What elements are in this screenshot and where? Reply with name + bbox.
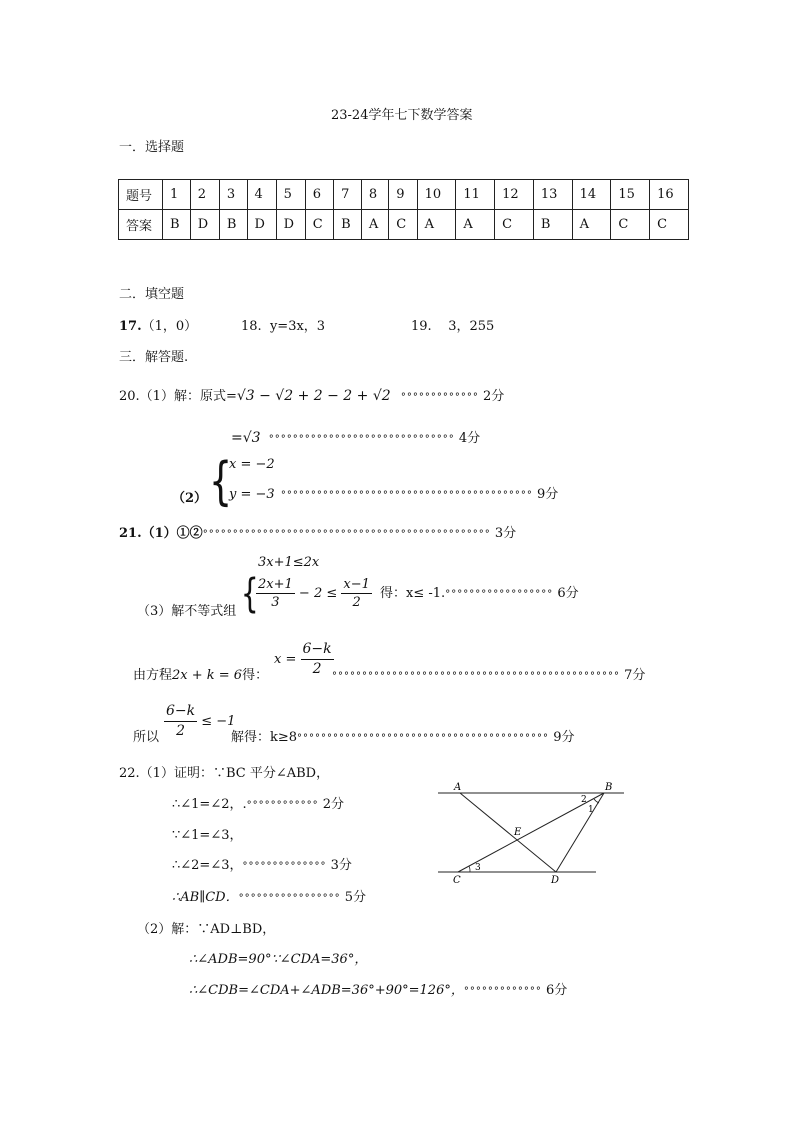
table-cell: 13 [533, 180, 572, 210]
table-cell: 11 [456, 180, 495, 210]
q22-line3: ∵∠1=∠3， [172, 828, 243, 843]
table-cell: 7 [334, 180, 362, 210]
label-d: D [551, 875, 560, 886]
table-row [119, 210, 689, 240]
q21-p1-prefix: 21.（1） [119, 526, 177, 541]
answer-table [118, 179, 689, 240]
left-brace-icon: { [240, 571, 259, 617]
page-title: 23-24学年七下数学答案 [331, 108, 473, 123]
table-cell: 6 [305, 180, 333, 210]
table-cell: 10 [417, 180, 456, 210]
table-cell: C [389, 210, 417, 240]
q21-so-result-line [231, 726, 574, 745]
q20-p1-score: 2分 [482, 389, 505, 404]
section-solve-heading: 三．解答题. [119, 350, 189, 365]
label-angle-3: 3 [475, 863, 481, 873]
table-cell: 5 [276, 180, 305, 210]
q22-l8-text: ∴∠CDB=∠CDA+∠ADB=36°+90°=126°， [189, 983, 464, 998]
q18-answer: y=3x，3 [269, 319, 326, 334]
fraction-numerator: 6−k [301, 640, 334, 660]
q21-eq-line [133, 664, 268, 683]
table-cell: D [247, 210, 276, 240]
q20-p1-prefix: 20.（1）解：原式= [119, 389, 237, 404]
fraction [164, 702, 197, 741]
q22-line1: 22.（1）证明：∵BC 平分∠ABD， [119, 766, 330, 781]
q20-p2-line2-wrap [229, 483, 558, 502]
fraction [341, 576, 372, 611]
q22-l5-score: 5分 [344, 890, 367, 905]
table-cell: C [305, 210, 333, 240]
q22-l5-text: ∴AB∥CD． [172, 890, 239, 905]
q19 [411, 315, 494, 334]
table-cell: 2 [190, 180, 219, 210]
q20-p1b-dots: °°°°°°°°°°°°°°°°°°°°°°°°°°°°°°° [268, 434, 455, 445]
fill-answers [119, 315, 197, 334]
table-cell: C [611, 210, 650, 240]
label-angle-1: 1 [588, 805, 594, 815]
fraction [256, 576, 295, 611]
q22-line2 [172, 793, 344, 812]
segment-bd [556, 793, 604, 872]
q20-p2-dots: °°°°°°°°°°°°°°°°°°°°°°°°°°°°°°°°°°°°°°°°°° [280, 490, 533, 501]
q17-number: 17. [119, 319, 142, 334]
segment-ad [460, 793, 556, 872]
q21-p1-dots: °°°°°°°°°°°°°°°°°°°°°°°°°°°°°°°°°°°°°°°°°°°°°°°° [202, 529, 491, 540]
q21-so-dots: °°°°°°°°°°°°°°°°°°°°°°°°°°°°°°°°°°°°°°°°°° [297, 733, 550, 744]
q21-p1-answer: ①② [176, 526, 203, 541]
fraction-denominator: 2 [176, 723, 186, 739]
table-cell: A [361, 210, 388, 240]
table-cell: B [334, 210, 362, 240]
q21-p3-result: 得：x≤ -1. [380, 586, 446, 601]
q21-p3-label: （3）解不等式组 [137, 604, 237, 619]
table-cell: 答案 [119, 210, 163, 240]
q21-ineq2 [256, 576, 579, 611]
q22-l4-dots: °°°°°°°°°°°°°° [242, 861, 327, 872]
q21-so-label: 所以 [133, 730, 160, 745]
table-cell: 1 [163, 180, 191, 210]
table-cell: A [572, 210, 611, 240]
label-angle-2: 2 [581, 795, 587, 805]
q21-so-score: 9分 [553, 730, 575, 745]
table-row [119, 180, 689, 210]
q20-p1-expr: √3 − √2 + 2 − 2 + √2 [236, 388, 391, 404]
table-cell: 15 [611, 180, 650, 210]
q22-l2-text: ∴∠1=∠2，. [172, 797, 247, 812]
q20-part1b [231, 427, 480, 446]
geometry-figure [436, 780, 626, 886]
q20-part1 [119, 385, 504, 404]
table-cell: 8 [361, 180, 388, 210]
left-brace-icon: { [208, 452, 233, 512]
q21-so-ineq: ≤ −1 [201, 714, 236, 729]
q21-x-eq: x = [274, 652, 297, 667]
q22-line4 [172, 854, 352, 873]
q19-answer: 3，255 [448, 319, 495, 334]
q22-line6: （2）解：∵AD⊥BD， [137, 922, 276, 937]
q21-p1-score: 3分 [494, 526, 517, 541]
q22-l8-score: 6分 [546, 983, 568, 998]
q18-number: 18. [241, 319, 262, 334]
table-cell: 16 [650, 180, 689, 210]
q20-p2-score: 9分 [536, 487, 559, 502]
table-cell: 题号 [119, 180, 163, 210]
section-choice-heading: 一．选择题 [119, 140, 185, 155]
q21-ineq1: 3x+1≤2x [258, 555, 320, 570]
fraction-numerator: x−1 [343, 577, 370, 592]
fraction-numerator: 6−k [164, 702, 197, 722]
fraction-numerator: 2x+1 [258, 577, 293, 592]
q22-l8-dots: °°°°°°°°°°°°° [463, 986, 542, 997]
q22-l2-score: 2分 [322, 797, 345, 812]
label-c: C [453, 875, 461, 886]
q17-answer: （1，0） [141, 319, 198, 334]
fraction [301, 640, 334, 679]
q22-l4-score: 3分 [330, 858, 352, 873]
q21-eq-prefix: 由方程 [133, 668, 173, 683]
table-cell: D [190, 210, 219, 240]
table-cell: A [417, 210, 456, 240]
section-fill-heading: 二．填空题 [119, 287, 185, 302]
label-b: B [605, 782, 613, 793]
table-cell: B [219, 210, 247, 240]
table-cell: 9 [389, 180, 417, 210]
q22-l5-dots: °°°°°°°°°°°°°°°°° [238, 893, 341, 904]
table-cell: B [533, 210, 572, 240]
q21-eq-get: 得： [242, 668, 269, 683]
table-cell: C [650, 210, 689, 240]
table-cell: C [495, 210, 534, 240]
label-a: A [454, 782, 462, 793]
fraction-denominator: 3 [271, 595, 280, 610]
table-cell: B [163, 210, 191, 240]
q20-p1b-eq: =√3 [231, 430, 261, 446]
q21-eq-dots-line [332, 664, 645, 683]
q21-eq: 2x + k = 6 [172, 668, 243, 683]
table-cell: 12 [495, 180, 534, 210]
table-cell: D [276, 210, 305, 240]
q22-line5 [172, 886, 366, 905]
q21-x-frac [274, 640, 334, 679]
table-cell: 14 [572, 180, 611, 210]
q19-number: 19. [411, 319, 432, 334]
q21-eq-dots: °°°°°°°°°°°°°°°°°°°°°°°°°°°°°°°°°°°°°°°°°°°°°°°° [332, 671, 620, 682]
fraction-denominator: 2 [352, 595, 361, 610]
q22-line8 [189, 979, 567, 998]
q20-p2-line1: x = −2 [229, 457, 275, 472]
table-cell: 4 [247, 180, 276, 210]
fraction-denominator: 2 [312, 661, 322, 677]
q21-eq-score: 7分 [624, 668, 646, 683]
q22-l2-dots: °°°°°°°°°°°° [246, 800, 319, 811]
q22-line7: ∴∠ADB=90°∵∠CDA=36°， [189, 952, 368, 967]
q21-ineq-mid: − 2 ≤ [298, 586, 338, 601]
q20-p2-line2: y = −3 [229, 487, 275, 502]
table-cell: A [456, 210, 495, 240]
q20-p1b-score: 4分 [458, 431, 481, 446]
q21-so-frac [164, 702, 235, 741]
label-e: E [514, 827, 522, 838]
angle-arc-c [469, 866, 470, 872]
q21-p3-dots: °°°°°°°°°°°°°°°°°° [445, 589, 554, 600]
q21-part1 [119, 522, 516, 541]
q20-p1-dots: °°°°°°°°°°°°° [400, 392, 479, 403]
q21-so-result: 解得：k≥8 [231, 730, 298, 745]
q18 [241, 315, 325, 334]
q20-p2-label: （2） [172, 491, 208, 506]
table-cell: 3 [219, 180, 247, 210]
angle-arc-b [594, 799, 599, 803]
q22-l4-text: ∴∠2=∠3， [172, 858, 243, 873]
q21-p3-score: 6分 [557, 586, 579, 601]
